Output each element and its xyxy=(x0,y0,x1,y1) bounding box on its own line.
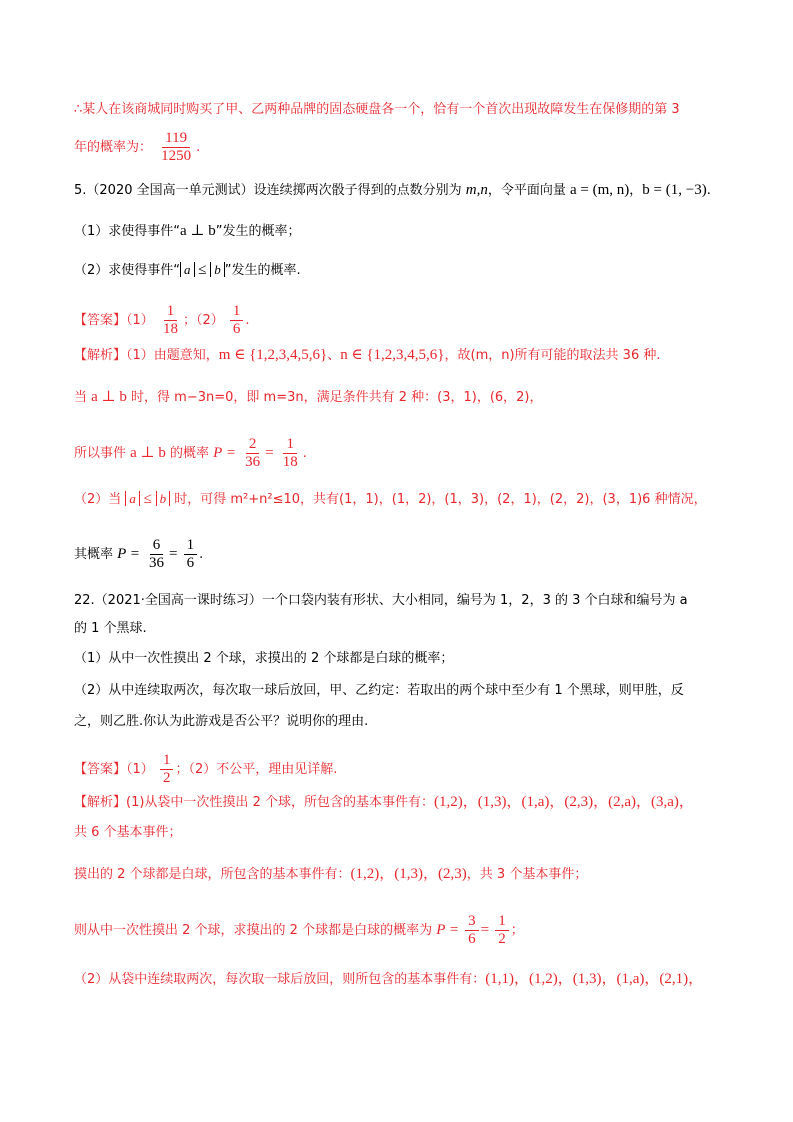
q22-analysis-l4-fraction-2-numerator: 1 xyxy=(495,913,509,931)
q22-answer-fraction-denominator: 2 xyxy=(162,770,171,786)
q5-analysis-label: 【解析】 xyxy=(74,348,127,363)
q22-analysis-line-3 xyxy=(74,865,587,884)
q5-analysis-l1-end: ，故(m，n)所有可能的取法共 36 种. xyxy=(444,348,661,363)
q5-analysis-l5-fraction-1 xyxy=(146,537,167,572)
q22-stem-line-2: 的 1 个黑球. xyxy=(74,621,147,636)
q5-part-1 xyxy=(74,222,301,241)
q5-analysis-l4-le: ≤ xyxy=(139,491,156,507)
q5-answer-separator: ；（2） xyxy=(182,313,224,328)
q22-analysis-line-2: 共 6 个基本事件； xyxy=(74,825,182,840)
intro-fraction-numerator: 119 xyxy=(162,130,190,148)
q5-analysis-l4-end: 时，可得 m²+n²≤10，共有(1，1)，(1，2)，(1，3)，(2，1)，(2，2)，(3，1)6 种情况， xyxy=(170,492,707,507)
q5-part-2-le: ≤ xyxy=(194,262,211,278)
q22-part-2-line-2: 之，则乙胜.你认为此游戏是否公平？说明你的理由. xyxy=(74,714,369,729)
q5-answer-fraction-2-denominator: 6 xyxy=(232,321,241,337)
q5-analysis-l5-fraction-2-numerator: 1 xyxy=(184,537,198,555)
q5-analysis-line-3 xyxy=(74,436,307,471)
q22-analysis-label: 【解析】 xyxy=(74,795,127,810)
intro-line-2-suffix: . xyxy=(196,140,201,155)
q22-answer-rest: ；（2）不公平，理由见详解. xyxy=(175,762,338,777)
q5-analysis-l4-abs-a: a xyxy=(125,491,140,506)
q22-stem-line-1: 22.（2021·全国高一课时练习）一个口袋内装有形状、大小相同，编号为 1，2，3 的 3 个白球和编号为 a xyxy=(74,593,688,608)
q22-analysis-l4-fraction-2 xyxy=(495,913,509,948)
q22-part-2-line-1: （2）从中连续取两次，每次取一球后放回，甲、乙约定：若取出的两个球中至少有 1 个黑球，则甲胜，反 xyxy=(74,683,684,698)
q5-analysis-l4-a: （2）当 xyxy=(74,492,126,507)
q5-analysis-l3-P: P = xyxy=(213,445,236,461)
q5-analysis-line-2 xyxy=(74,388,543,407)
q22-analysis-l5-set: (1,1)，(1,2)，(1,3)，(1,a)，(2,1)， xyxy=(485,971,704,987)
q5-analysis-l3-fraction-2 xyxy=(280,436,301,471)
q22-analysis-line-5 xyxy=(74,970,703,989)
q5-analysis-l5-equals: = xyxy=(169,546,178,562)
q5-analysis-l5-fraction-2-denominator: 6 xyxy=(186,555,195,571)
q5-part-1-suffix: ”发生的概率； xyxy=(215,224,301,239)
q5-part-1-prefix: （1）求使得事件“ xyxy=(74,224,181,239)
q5-analysis-l5-a: 其概率 xyxy=(74,547,118,562)
q5-part-2 xyxy=(74,261,301,280)
q5-stem-vars: m,n xyxy=(465,182,488,198)
q22-answer-fraction xyxy=(160,752,174,787)
q22-analysis-line-1 xyxy=(74,793,694,812)
q22-analysis-l4-fraction-1-denominator: 6 xyxy=(468,931,476,947)
q5-answer-fraction-1-numerator: 1 xyxy=(164,303,178,321)
q22-analysis-l4-equals: = xyxy=(480,922,490,938)
q5-analysis-l5-fraction-2 xyxy=(184,537,198,572)
q5-analysis-line-1 xyxy=(74,346,661,365)
q5-analysis-l3-condition: a ⊥ b xyxy=(130,445,166,461)
q5-analysis-l3-fraction-1-numerator: 2 xyxy=(246,436,260,454)
q22-analysis-l1-a: (1)从袋中一次性摸出 2 个球，所包含的基本事件有： xyxy=(126,795,434,810)
q5-analysis-l3-equals: = xyxy=(265,445,274,461)
q22-analysis-l4-fraction-2-denominator: 2 xyxy=(498,931,506,947)
q5-analysis-line-4 xyxy=(74,490,707,509)
q5-answer-part-1: （1） xyxy=(126,313,154,328)
q5-part-2-abs-b: b xyxy=(210,262,225,277)
q22-analysis-l4-P: P = xyxy=(436,922,459,938)
q5-stem-end: . xyxy=(706,183,711,198)
q5-analysis-set-n: n ∈ {1,2,3,4,5,6} xyxy=(340,347,445,363)
intro-line-2 xyxy=(74,130,200,165)
q5-part-1-condition: a ⊥ b xyxy=(180,223,216,239)
q5-analysis-l5-fraction-1-numerator: 6 xyxy=(150,537,164,555)
q5-answer-fraction-2-numerator: 1 xyxy=(230,303,244,321)
q5-answer xyxy=(74,303,250,338)
q22-analysis-l4-fraction-1 xyxy=(465,913,479,948)
q5-vector-a: a = (m, n) xyxy=(570,182,630,198)
q5-part-2-abs-a: a xyxy=(180,262,195,277)
q5-answer-end: . xyxy=(245,313,250,328)
q22-answer-label: 【答案】 xyxy=(74,762,127,777)
q5-analysis-l4-abs-b: b xyxy=(156,491,171,506)
q5-answer-fraction-1-denominator: 18 xyxy=(162,321,178,337)
intro-line-2-prefix: 年的概率为： xyxy=(74,140,153,155)
intro-fraction xyxy=(158,130,194,165)
q22-analysis-l4-fraction-1-numerator: 3 xyxy=(465,913,479,931)
q22-analysis-l3-end: ，共 3 个基本事件； xyxy=(466,867,588,882)
intro-fraction-denominator: 1250 xyxy=(161,148,192,164)
q22-analysis-l3-a: 摸出的 2 个球都是白球，所包含的基本事件有： xyxy=(74,867,351,882)
q22-analysis-line-4 xyxy=(74,913,524,948)
q22-analysis-l4-end: ； xyxy=(510,923,524,938)
q5-analysis-l5-fraction-1-denominator: 36 xyxy=(149,555,165,571)
q5-analysis-l3-fraction-2-denominator: 18 xyxy=(282,454,298,470)
q5-stem xyxy=(74,181,711,200)
q22-answer-fraction-numerator: 1 xyxy=(160,752,174,770)
q5-stem-mid: ，令平面向量 xyxy=(487,183,570,198)
q22-answer-part-1: （1） xyxy=(126,762,154,777)
q5-answer-label: 【答案】 xyxy=(74,313,127,328)
q5-analysis-l3-b: 的概率 xyxy=(165,446,214,461)
q5-answer-fraction-2 xyxy=(230,303,244,338)
q5-analysis-l3-a: 所以事件 xyxy=(74,446,131,461)
q5-analysis-l2-a: 当 xyxy=(74,390,92,405)
q5-vector-b: b = (1, −3) xyxy=(642,182,707,198)
q5-analysis-l1-a: （1）由题意知， xyxy=(126,348,219,363)
q22-analysis-l4-a: 则从中一次性摸出 2 个球，求摸出的 2 个球都是白球的概率为 xyxy=(74,923,437,938)
q22-answer xyxy=(74,752,337,787)
q5-analysis-line-5 xyxy=(74,537,203,572)
q5-stem-comma: ， xyxy=(629,183,643,198)
q22-analysis-l1-set: (1,2)，(1,3)，(1,a)，(2,3)，(2,a)，(3,a)， xyxy=(433,794,694,810)
q22-part-1: （1）从中一次性摸出 2 个球，求摸出的 2 个球都是白球的概率； xyxy=(74,651,454,666)
q5-analysis-l1-sep: 、 xyxy=(327,348,341,363)
q5-analysis-l3-end: . xyxy=(302,446,307,461)
q5-part-2-prefix: （2）求使得事件“ xyxy=(74,263,181,278)
q5-answer-fraction-1 xyxy=(160,303,181,338)
q5-analysis-l3-fraction-1-denominator: 36 xyxy=(245,454,261,470)
q5-part-2-suffix: ”发生的概率. xyxy=(224,263,301,278)
q5-analysis-l3-fraction-2-numerator: 1 xyxy=(283,436,297,454)
q5-analysis-l5-P: P = xyxy=(117,546,140,562)
q5-analysis-l2-end: 时，得 m−3n=0，即 m=3n，满足条件共有 2 种：(3，1)，(6，2)， xyxy=(126,390,543,405)
q5-analysis-set-m: m ∈ {1,2,3,4,5,6} xyxy=(218,347,328,363)
q5-analysis-l5-end: . xyxy=(199,547,204,562)
q5-stem-prefix: 5.（2020 全国高一单元测试）设连续掷两次骰子得到的点数分别为 xyxy=(74,183,466,198)
q22-analysis-l3-set: (1,2)，(1,3)，(2,3) xyxy=(350,866,467,882)
intro-line-1: ∴某人在该商城同时购买了甲、乙两种品牌的固态硬盘各一个，恰有一个首次出现故障发生在保修期的第 3 xyxy=(74,102,680,117)
q5-analysis-l3-fraction-1 xyxy=(242,436,263,471)
q5-analysis-l2-condition: a ⊥ b xyxy=(91,389,127,405)
q22-analysis-l5-a: （2）从袋中连续取两次，每次取一球后放回，则所包含的基本事件有： xyxy=(74,972,486,987)
